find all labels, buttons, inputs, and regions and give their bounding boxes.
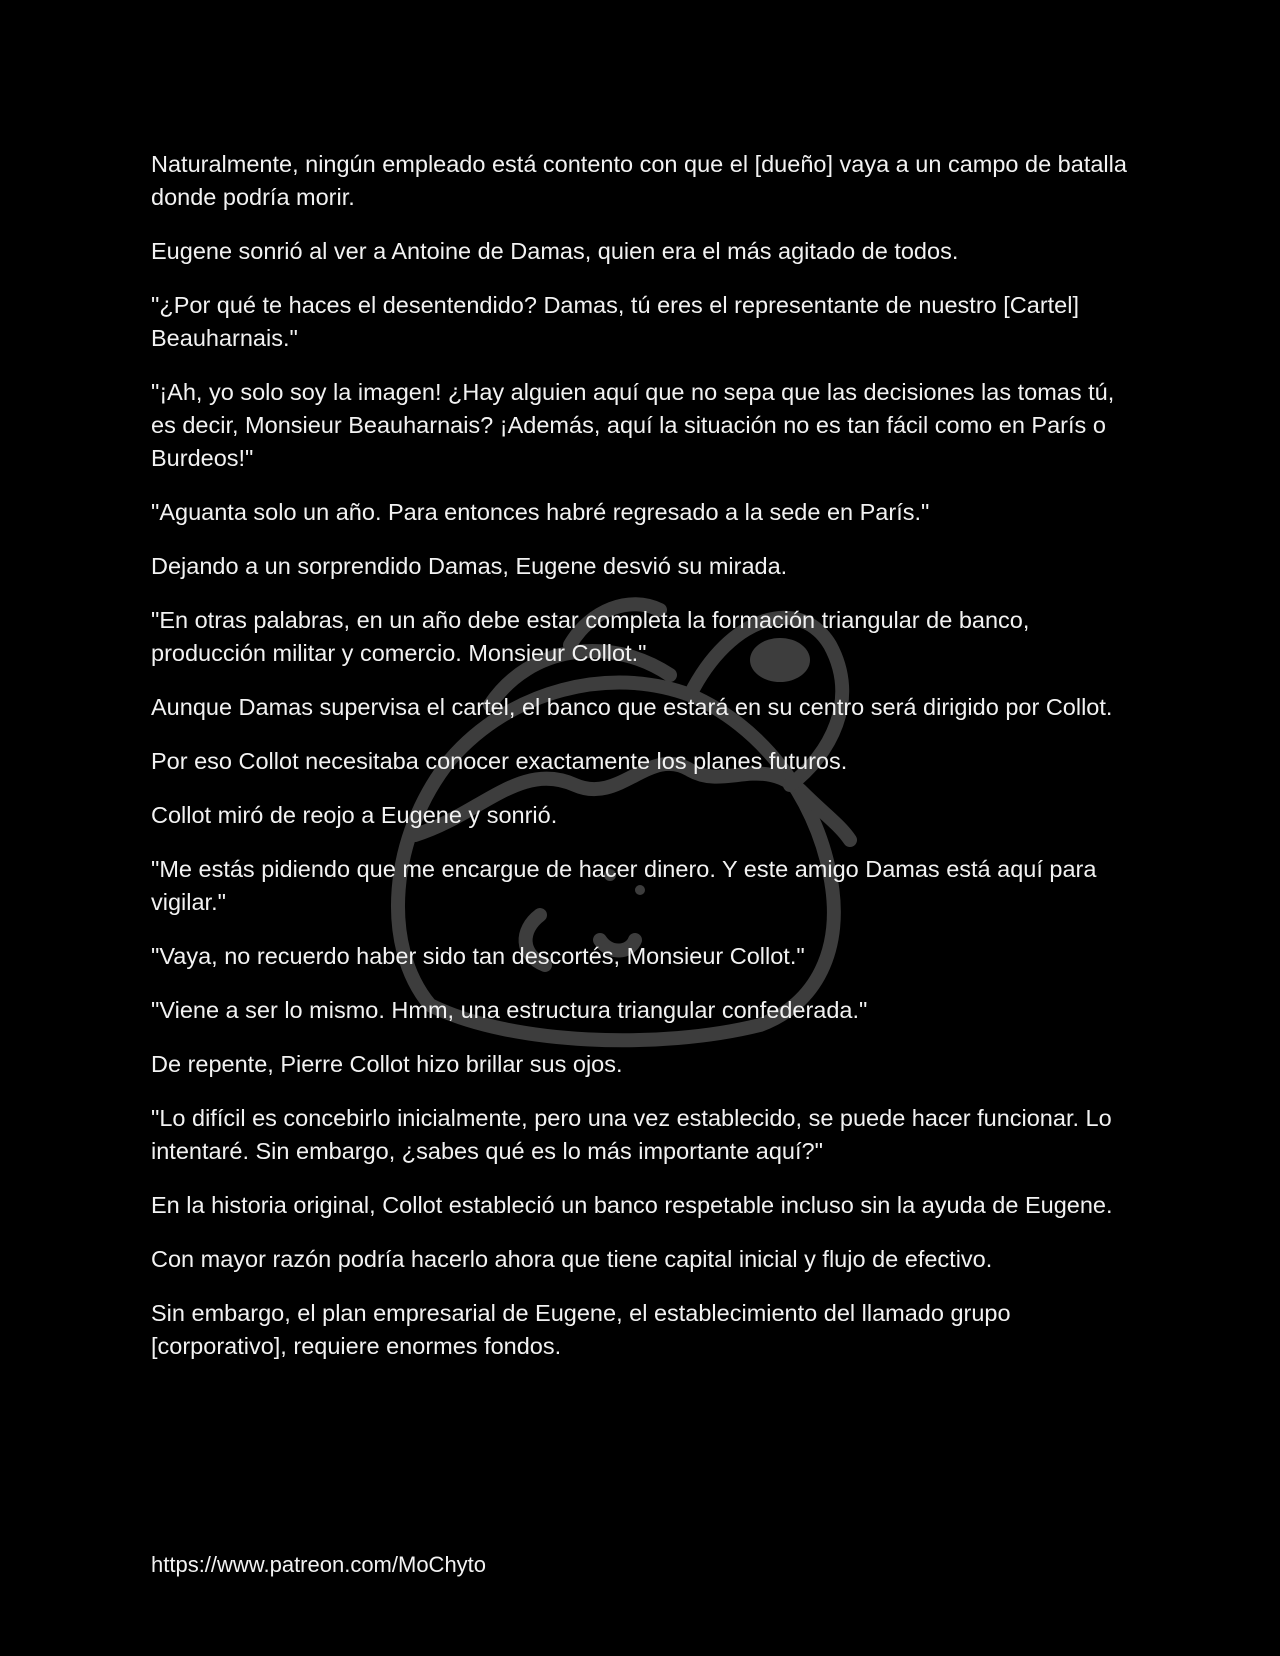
patreon-link[interactable]: https://www.patreon.com/MoChyto — [151, 1552, 487, 1577]
paragraph-14: De repente, Pierre Collot hizo brillar sus ojos. — [151, 1051, 623, 1077]
paragraph-10: Collot miró de reojo a Eugene y sonrió. — [151, 802, 558, 828]
paragraph-5: "Aguanta solo un año. Para entonces habré regresado a la sede en París." — [151, 499, 930, 525]
story-text-block — [151, 148, 1131, 1384]
paragraph-12: "Vaya, no recuerdo haber sido tan descortés, Monsieur Collot." — [151, 943, 805, 969]
paragraph-15: "Lo difícil es concebirlo inicialmente, pero una vez establecido, se puede hacer funcionar. Lo intentaré. Sin embargo, ¿sabes qué es lo más importante aquí?" — [151, 1105, 1112, 1164]
paragraph-17: Con mayor razón podría hacerlo ahora que tiene capital inicial y flujo de efectivo. — [151, 1246, 993, 1272]
paragraph-8: Aunque Damas supervisa el cartel, el banco que estará en su centro será dirigido por Collot. — [151, 694, 1113, 720]
paragraph-3: "¿Por qué te haces el desentendido? Damas, tú eres el representante de nuestro [Cartel] Beauharnais." — [151, 292, 1079, 351]
paragraph-2: Eugene sonrió al ver a Antoine de Damas, quien era el más agitado de todos. — [151, 238, 959, 264]
paragraph-11: "Me estás pidiendo que me encargue de hacer dinero. Y este amigo Damas está aquí para vigilar." — [151, 856, 1097, 915]
paragraph-1: Naturalmente, ningún empleado está contento con que el [dueño] vaya a un campo de batalla donde podría morir. — [151, 151, 1127, 210]
paragraph-13: "Viene a ser lo mismo. Hmm, una estructura triangular confederada." — [151, 997, 868, 1023]
paragraph-18: Sin embargo, el plan empresarial de Eugene, el establecimiento del llamado grupo [corporativo], requiere enormes fondos. — [151, 1300, 1011, 1359]
paragraph-7: "En otras palabras, en un año debe estar completa la formación triangular de banco, producción militar y comercio. Monsieur Collot." — [151, 607, 1030, 666]
paragraph-4: "¡Ah, yo solo soy la imagen! ¿Hay alguien aquí que no sepa que las decisiones las tomas tú, es decir, Monsieur Beauharnais? ¡Además, aquí la situación no es tan fácil como en París o Burdeos!" — [151, 379, 1115, 471]
paragraph-6: Dejando a un sorprendido Damas, Eugene desvió su mirada. — [151, 553, 788, 579]
paragraph-9: Por eso Collot necesitaba conocer exactamente los planes futuros. — [151, 748, 848, 774]
paragraph-16: En la historia original, Collot estableció un banco respetable incluso sin la ayuda de Eugene. — [151, 1192, 1113, 1218]
